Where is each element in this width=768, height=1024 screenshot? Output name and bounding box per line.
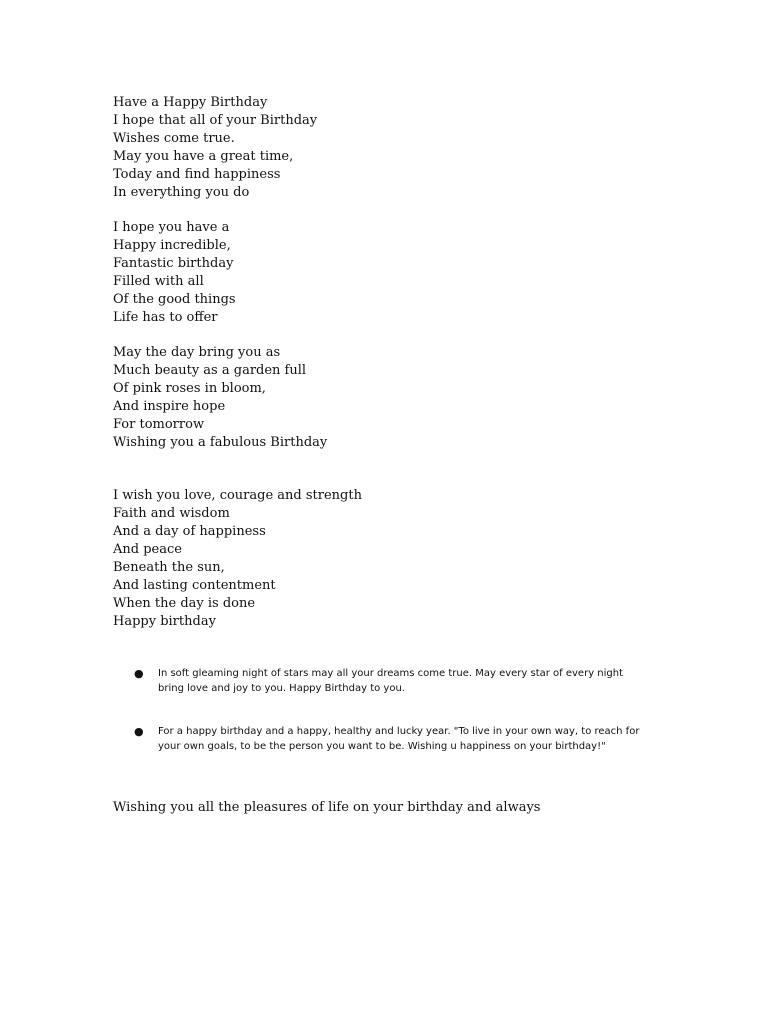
poem-line: And a day of happiness: [113, 524, 266, 539]
closing-line: Wishing you all the pleasures of life on your birthday and always: [113, 800, 541, 815]
poem-line: Happy birthday: [113, 614, 216, 629]
bullet-line: For a happy birthday and a happy, healthy and lucky year. "To live in your own way, to reach for: [158, 726, 640, 737]
poem-line: I wish you love, courage and strength: [113, 488, 362, 503]
poem-line: Filled with all: [113, 274, 204, 289]
poem-line: And inspire hope: [113, 399, 226, 414]
poem-line: Of the good things: [113, 292, 236, 307]
poem-stanza-1: [113, 94, 317, 202]
poem-line: Wishing you a fabulous Birthday: [113, 435, 328, 450]
poem-line: I hope you have a: [113, 220, 230, 235]
poem-line: Faith and wisdom: [113, 506, 230, 521]
poem-line: In everything you do: [113, 185, 250, 200]
poem-line: Much beauty as a garden full: [113, 363, 307, 378]
poem-stanza-4: [113, 487, 362, 631]
poem-line: Today and find happiness: [113, 167, 281, 182]
poem-line: Life has to offer: [113, 310, 218, 325]
poem-line: Happy incredible,: [113, 238, 231, 253]
bullet-line: your own goals, to be the person you want to be. Wishing u happiness on your birthday!": [158, 741, 606, 752]
bullet-line: bring love and joy to you. Happy Birthday to you.: [158, 683, 405, 694]
poem-stanza-2: [113, 219, 236, 327]
poem-line: For tomorrow: [113, 417, 205, 432]
poem-line: Beneath the sun,: [113, 560, 225, 575]
poem-line: I hope that all of your Birthday: [113, 113, 318, 128]
poem-stanza-3: [113, 344, 327, 452]
bullet-text: [158, 724, 648, 754]
poem-line: May you have a great time,: [113, 149, 294, 164]
poem-line: Of pink roses in bloom,: [113, 381, 266, 396]
poem-line: And lasting contentment: [113, 578, 276, 593]
bullet-icon: ●: [134, 725, 144, 738]
bullet-icon: ●: [134, 667, 144, 680]
bullet-text: [158, 666, 648, 696]
poem-line: May the day bring you as: [113, 345, 281, 360]
bullet-line: In soft gleaming night of stars may all your dreams come true. May every star of every night: [158, 668, 624, 679]
poem-line: When the day is done: [113, 596, 256, 611]
poem-line: Have a Happy Birthday: [113, 95, 268, 110]
poem-line: Fantastic birthday: [113, 256, 234, 271]
poem-line: And peace: [113, 542, 182, 557]
poem-line: Wishes come true.: [113, 131, 235, 146]
